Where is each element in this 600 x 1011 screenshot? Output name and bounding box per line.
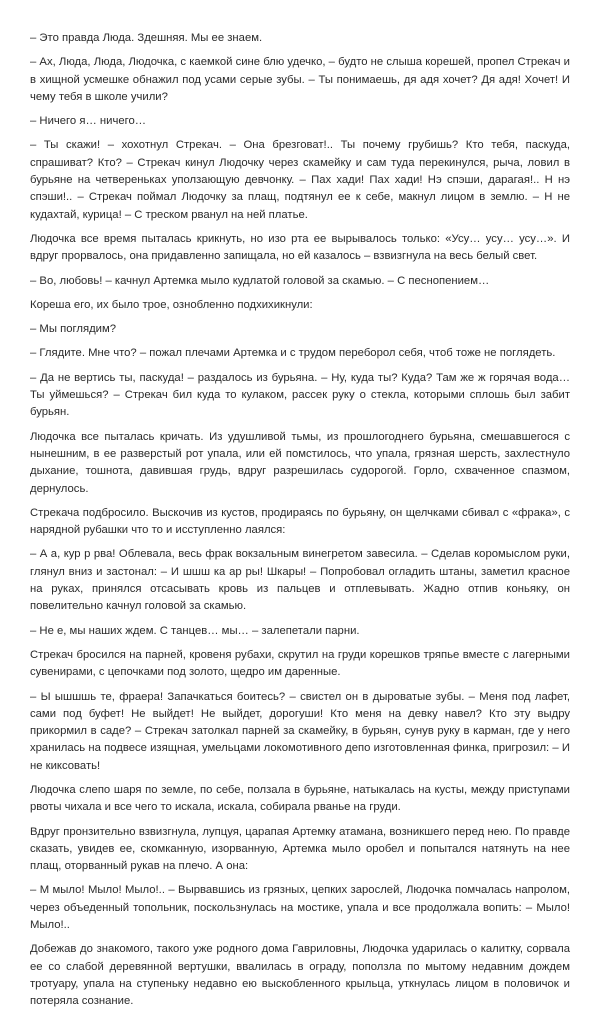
paragraph: Кореша его, их было трое, ознобленно подхихикнули: (30, 298, 313, 311)
paragraph: – Глядите. Мне что? – пожал плечами Артемка и с трудом переборол себя, чтоб тоже не поглядеть. (30, 347, 556, 360)
paragraph: – Ы ышшшь те, фраера! Запачкаться боитесь? – свистел он в дыроватые зубы. – Меня под лафет, сами под буфет! Не выйдет! Не выйдет, дорогуши! Кто меня на девку навел? Кто эту выдру прикормил в саде? – Стрекач затолкал парней за скамейку, в бурьян, сунув руку в карман, где у него хранилась на подвесе изящная, умельцами локомотивного депо изготовленная финка, пригрозил: – И не киксовать! (30, 690, 570, 772)
paragraph: – Да не вертись ты, паскуда! – раздалось из бурьяна. – Ну, куда ты? Куда? Там же ж горячая вода… Ты уймешься? – Стрекач бил куда то кулаком, рассек руку о стекла, которыми сплошь был забит бурьян. (30, 371, 570, 419)
paragraph: Людочка все пыталась кричать. Из удушливой тьмы, из прошлогоднего бурьяна, смешавшегося с нынешним, в ее разверстый рот упала, или ей помстилось, что упала, грязная шерсть, захлестнуло дыхание, тошнота, давившая грудь, вдруг разрешилась судорогой. Горло, схваченное спазмом, дернулось. (30, 430, 570, 495)
paragraph: Людочка все время пыталась крикнуть, но изо рта ее вырывалось только: «Усу… усу… усу…». И вдруг прорвалось, она придавленно запищала, но ей казалось – взвизгнула на весь белый свет. (30, 232, 570, 263)
paragraph: – Не е, мы наших ждем. С танцев… мы… – залепетали парни. (30, 624, 360, 637)
paragraph: – М мыло! Мыло! Мыло!.. – Вырвавшись из грязных, цепких зарослей, Людочка помчалась напролом, через объеденный топольник, поскользнулась на мостике, упала и все продолжала вопить: – Мыло! Мыло!.. (30, 884, 570, 932)
paragraph: Добежав до знакомого, такого уже родного дома Гавриловны, Людочка ударилась о калитку, сорвала ее со слабой деревянной вертушки, ввалилась в ограду, поползла по мытому недавним дождем тротуару, упала на ступеньку недавно ею выскобленного крыльца, уткнулась лицом в половичок и потеряла сознание. (30, 943, 570, 1008)
paragraph: – Ах, Люда, Люда, Людочка, с каемкой сине блю удечко, – будто не слыша корешей, пропел Стрекач и в хищной усмешке обнажил под усами серые зубы. – Ты понимаешь, дя адя хочет? Дя адя! Хочет! И чему тебя в школе учили? (30, 56, 570, 103)
paragraph: Вдруг пронзительно взвизгнула, лупцуя, царапая Артемку атамана, возникшего перед нею. По правде сказать, увидев ее, скомканную, изорванную, Артемка мыло оробел и попытался натянуть на нее плащ, оторванный рукав на плечо. А она: (30, 825, 570, 873)
paragraph: – Это правда Люда. Здешняя. Мы ее знаем. (30, 32, 263, 44)
paragraph: – Ничего я… ничего… (30, 115, 147, 128)
document-body (30, 30, 570, 1011)
paragraph: Стрекач бросился на парней, кровеня рубахи, скрутил на груди корешков тряпье вместе с лагерными сувенирами, с цепочками под золото, щедро им даренные. (30, 648, 570, 679)
paragraph: – Во, любовь! – качнул Артемка мыло кудлатой головой за скамью. – С песнопением… (30, 274, 490, 287)
paragraph: – Ты скажи! – хохотнул Стрекач. – Она брезговат!.. Ты почему грубишь? Кто тебя, паскуда, спрашиват? Кто? – Стрекач кинул Людочку через скамейку и сам туда перекинулся, рыча, ловил в бурьяне на четвереньках уползающую девчонку. – Пах хади! Пах хади! Нэ спэши, дарагая!.. Н нэ спэши!.. – Стрекач поймал Людочку за плащ, подтянул ее к себе, макнул лицом в землю. – Н не кудахтай, курица! – С треском рванул на ней платье. (30, 139, 570, 221)
paragraph: Стрекача подбросило. Выскочив из кустов, продираясь по бурьяну, он щелчками сбивал с «фрака», с нарядной рубашки что то и исступленно лаялся: (30, 506, 570, 537)
paragraph: – Мы поглядим? (30, 323, 117, 336)
paragraph: Людочка слепо шаря по земле, по себе, ползала в бурьяне, натыкалась на кусты, между приступами рвоты чихала и все чего то искала, искала, собирала рванье на груди. (30, 783, 570, 814)
paragraph: – А а, кур р рва! Облевала, весь фрак вокзальным винегретом завесила. – Сделав коромыслом руки, глянул вниз и застонал: – И шшш ка ар ры! Шкары! – Попробовал огладить штаны, заметил красное на руках, принялся отсасывать кровь из пальцев и отплевывать. Жадно отпив коньяку, он повелительно качнул головой за скамью. (30, 548, 570, 613)
